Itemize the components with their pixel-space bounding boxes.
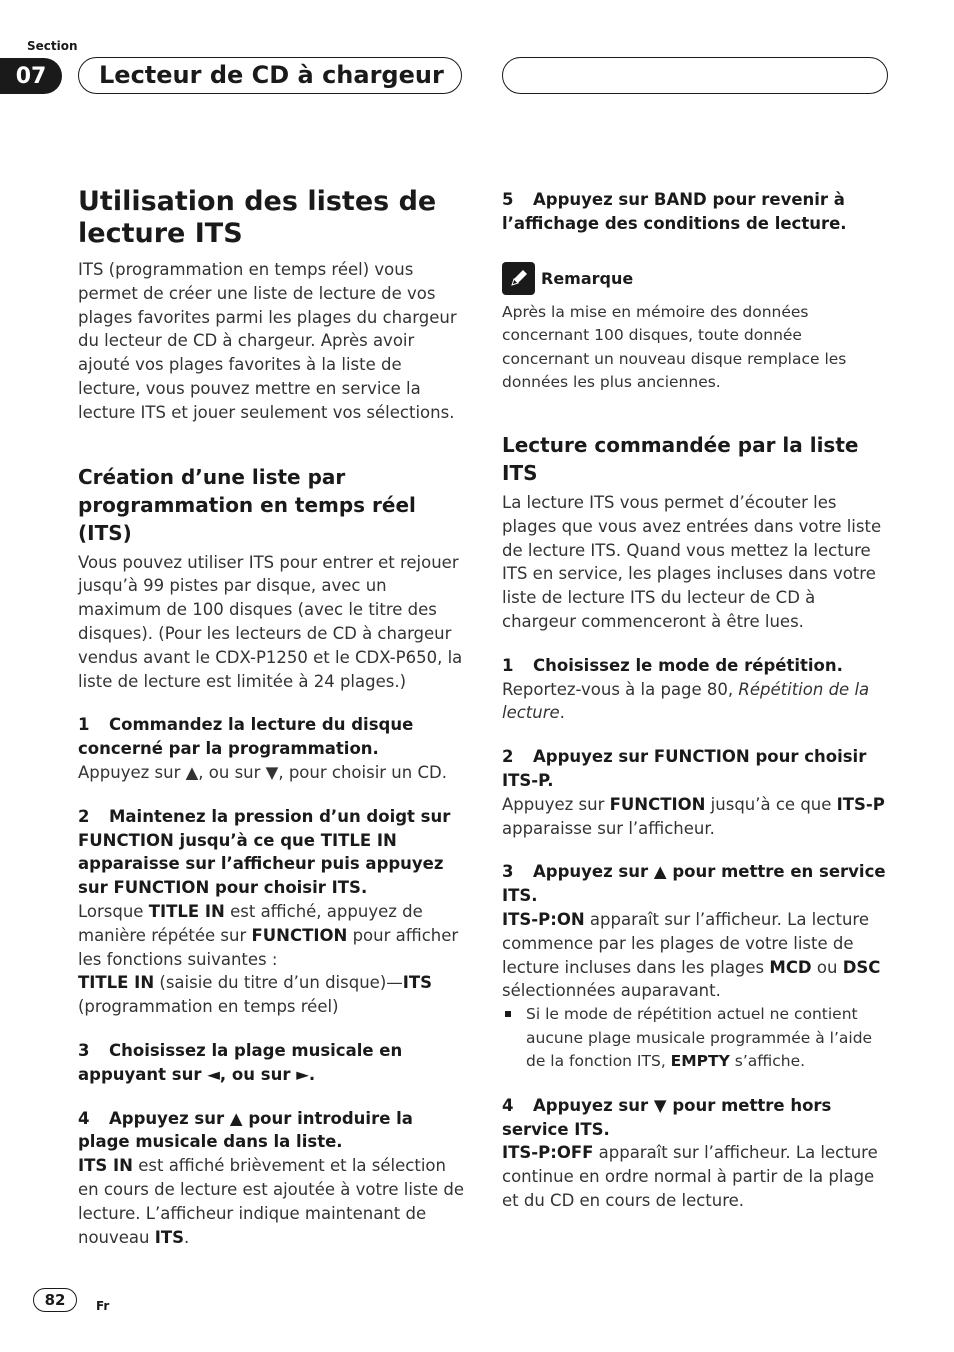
r-step-2-body: Appuyez sur FUNCTION jusqu’à ce que ITS-P apparaisse sur l’afficheur. [502,794,885,838]
step-4-heading: 4 Appuyez sur ▲ pour introduire la plage musicale dans la liste. [78,1108,413,1152]
section-number: 07 [0,58,62,94]
language-code: Fr [96,1299,110,1313]
r-step-3-heading: 3 Appuyez sur ▲ pour mettre en service ITS. [502,862,886,906]
step-2-heading: 2 Maintenez la pression d’un doigt sur FUNCTION jusqu’à ce que TITLE IN apparaisse sur l’afficheur puis appuyez sur FUNCTION pour choisir ITS. [78,806,451,898]
remark-text: Après la mise en mémoire des données concernant 100 disques, toute donnée concernant un nouveau disque remplace les données les plus anciennes. [502,302,847,392]
page-number: 82 [33,1288,77,1312]
lecture-intro: La lecture ITS vous permet d’écouter les plages que vous avez entrées dans votre liste de lecture ITS. Quand vous mettez la lecture ITS en service, les plages incluses dans votre liste de lecture ITS du lecteur de CD à chargeur commenceront à être lues. [502,492,882,631]
right-column [502,188,890,1213]
step-2-functions: TITLE IN (saisie du titre d’un disque)—ITS (programmation en temps réel) [78,973,433,1017]
remark-heading [502,262,890,295]
step-3-heading: 3 Choisissez la plage musicale en appuyant sur ◄, ou sur ►. [78,1040,403,1084]
remark-label: Remarque [541,268,634,288]
r-step-2-heading: 2 Appuyez sur FUNCTION pour choisir ITS-P. [502,747,867,790]
r-step-3-note: Si le mode de répétition actuel ne contient aucune plage musicale programmée à l’aide de la fonction ITS, EMPTY s’affiche. [502,1003,890,1074]
r-step-1-body: Reportez-vous à la page 80, Répétition de la lecture. [502,679,870,723]
creation-intro: Vous pouvez utiliser ITS pour entrer et rejouer jusqu’à 99 pistes par disque, avec un maximum de 100 disques (avec le titre des disques). (Pour les lecteurs de CD à chargeur vendus avant le CDX-P1250 et le CDX-P650, la liste de lecture est limitée à 24 plages.) [78,552,463,691]
section-title: Lecteur de CD à chargeur [78,57,462,94]
r-step-1-heading: 1 Choisissez le mode de répétition. [502,655,843,675]
left-column [78,186,464,1249]
subheading-creation: Création d’une liste par programmation en temps réel (ITS) [78,464,416,545]
r-step-3-body: ITS-P:ON apparaît sur l’afficheur. La lecture commence par les plages de votre liste de lecture incluses dans les plages MCD ou DSC sélectionnées auparavant. [502,909,881,1001]
pencil-note-icon [502,262,535,295]
subheading-lecture: Lecture commandée par la liste ITS [502,432,859,485]
r-step-4-body: ITS-P:OFF apparaît sur l’afficheur. La lecture continue en ordre normal à partir de la plage et du CD en cours de lecture. [502,1143,878,1211]
step-1-body: Appuyez sur ▲, ou sur ▼, pour choisir un CD. [78,762,447,782]
step-2-body: Lorsque TITLE IN est affiché, appuyez de manière répétée sur FUNCTION pour afficher les fonctions suivantes : [78,901,459,969]
r-step-4-heading: 4 Appuyez sur ▼ pour mettre hors service ITS. [502,1095,832,1139]
step-5-heading: 5 Appuyez sur BAND pour revenir à l’affichage des conditions de lecture. [502,190,847,233]
page-title: Utilisation des listes de lecture ITS [78,186,437,249]
section-label: Section [27,39,78,53]
step-1-heading: 1 Commandez la lecture du disque concerné par la programmation. [78,715,414,759]
step-4-body: ITS IN est affiché brièvement et la sélection en cours de lecture est ajoutée à votre liste de lecture. L’afficheur indique maintenant de nouveau ITS. [78,1156,465,1247]
intro-paragraph: ITS (programmation en temps réel) vous permet de créer une liste de lecture de vos plages favorites parmi les plages du chargeur du lecteur de CD à chargeur. Après avoir ajouté vos plages favorites à la liste de lecture, vous pouvez mettre en service la lecture ITS et jouer seulement vos sélections. [78,260,457,422]
section-header-empty-box [502,57,888,94]
